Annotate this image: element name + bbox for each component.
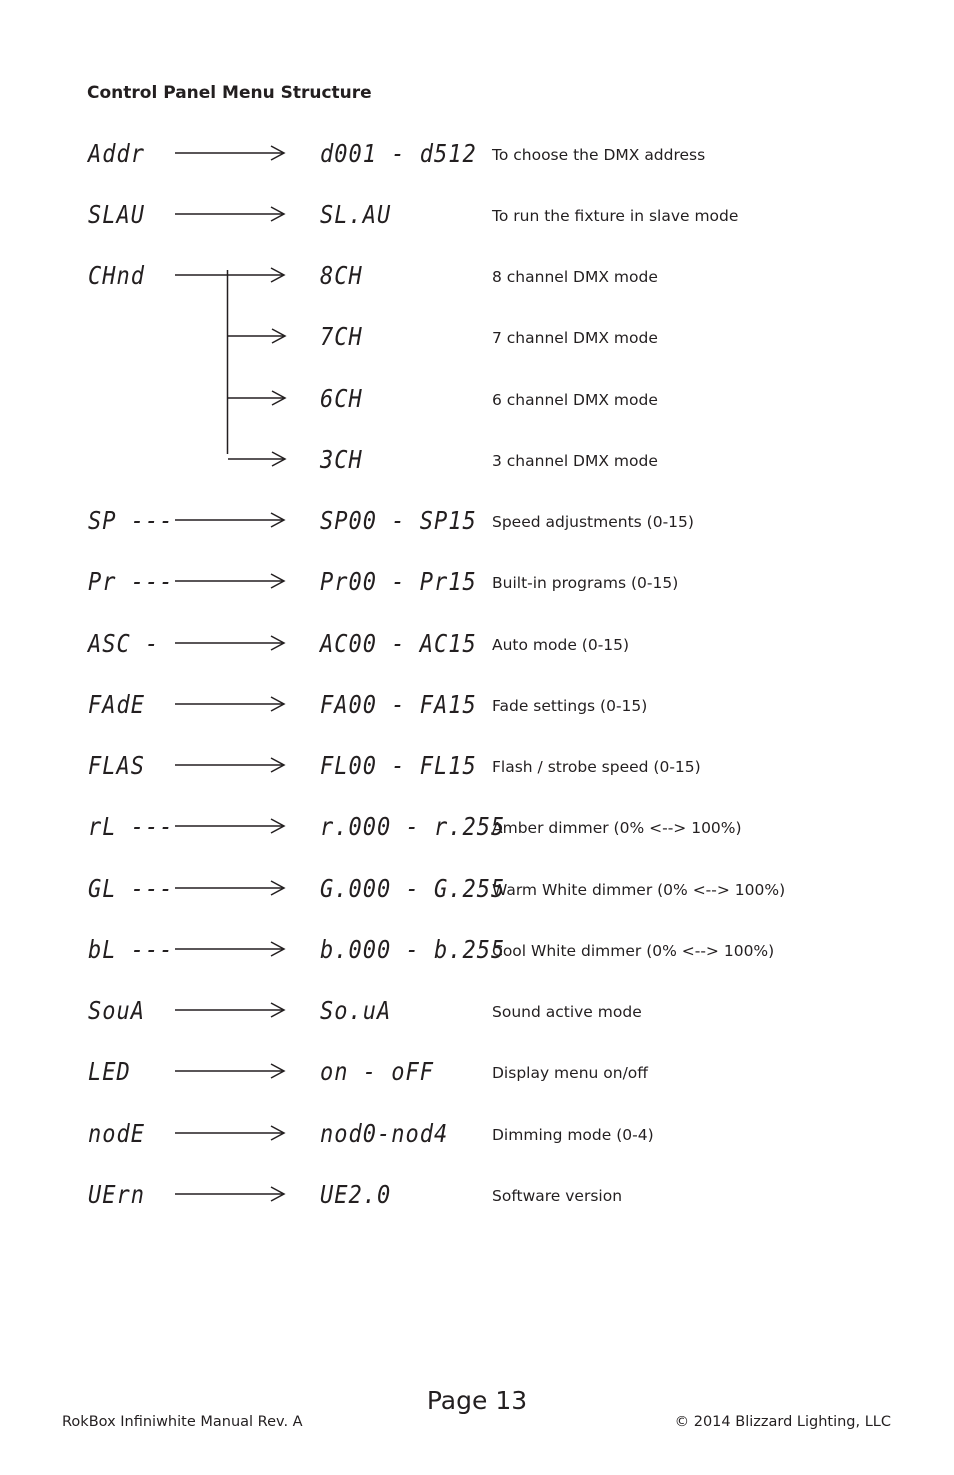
menu-description: To choose the DMX address bbox=[492, 146, 706, 164]
arrow-right-icon bbox=[175, 818, 287, 834]
menu-row-addr bbox=[0, 140, 954, 180]
menu-value: G.000 - G.255 bbox=[320, 875, 506, 904]
arrow-right-icon bbox=[175, 696, 287, 712]
arrow-right-icon bbox=[228, 390, 288, 406]
menu-row-soua bbox=[0, 997, 954, 1037]
menu-row-node bbox=[0, 1120, 954, 1160]
menu-value: So.uA bbox=[320, 997, 392, 1026]
menu-row-bl bbox=[0, 936, 954, 976]
menu-value: Pr00 - Pr15 bbox=[320, 568, 477, 597]
menu-row-6ch bbox=[0, 385, 954, 425]
menu-code: GL --- bbox=[88, 875, 174, 904]
menu-description: Amber dimmer (0% <--> 100%) bbox=[492, 819, 742, 837]
menu-row-chnd bbox=[0, 262, 954, 302]
menu-row-3ch bbox=[0, 446, 954, 486]
menu-code: CHnd bbox=[88, 262, 145, 291]
arrow-right-icon bbox=[228, 451, 288, 467]
menu-value: FA00 - FA15 bbox=[320, 691, 477, 720]
menu-description: 3 channel DMX mode bbox=[492, 452, 658, 470]
menu-code: nodE bbox=[88, 1120, 145, 1149]
menu-value: AC00 - AC15 bbox=[320, 630, 477, 659]
menu-code: rL --- bbox=[88, 813, 174, 842]
arrow-right-icon bbox=[175, 512, 287, 528]
section-title: Control Panel Menu Structure bbox=[87, 83, 372, 103]
menu-description: Speed adjustments (0-15) bbox=[492, 513, 694, 531]
arrow-right-icon bbox=[175, 145, 287, 161]
menu-value: UE2.0 bbox=[320, 1181, 392, 1210]
menu-code: FLAS bbox=[88, 752, 145, 781]
menu-row-7ch bbox=[0, 323, 954, 363]
arrow-right-icon bbox=[175, 206, 287, 222]
menu-description: 8 channel DMX mode bbox=[492, 268, 658, 286]
menu-description: 7 channel DMX mode bbox=[492, 329, 658, 347]
menu-code: Pr --- bbox=[88, 568, 174, 597]
arrow-right-icon bbox=[175, 1186, 287, 1202]
menu-value: 3CH bbox=[320, 446, 363, 475]
menu-description: Sound active mode bbox=[492, 1003, 642, 1021]
menu-code: SLAU bbox=[88, 201, 145, 230]
menu-row-gl bbox=[0, 875, 954, 915]
menu-code: bL --- bbox=[88, 936, 174, 965]
menu-value: nod0-nod4 bbox=[320, 1120, 449, 1149]
menu-description: 6 channel DMX mode bbox=[492, 391, 658, 409]
arrow-right-icon bbox=[175, 635, 287, 651]
arrow-right-icon bbox=[175, 880, 287, 896]
arrow-right-icon bbox=[175, 1063, 287, 1079]
footer-copyright: © 2014 Blizzard Lighting, LLC bbox=[674, 1414, 891, 1430]
footer-manual-title: RokBox Infiniwhite Manual Rev. A bbox=[62, 1414, 303, 1430]
menu-row-pr bbox=[0, 568, 954, 608]
arrow-right-icon bbox=[228, 328, 288, 344]
menu-value: SP00 - SP15 bbox=[320, 507, 477, 536]
menu-value: b.000 - b.255 bbox=[320, 936, 506, 965]
menu-description: Dimming mode (0-4) bbox=[492, 1126, 654, 1144]
arrow-right-icon bbox=[175, 267, 287, 283]
menu-value: 6CH bbox=[320, 385, 363, 414]
menu-code: ASC - bbox=[88, 630, 160, 659]
menu-code: SouA bbox=[88, 997, 145, 1026]
menu-description: Auto mode (0-15) bbox=[492, 636, 630, 654]
menu-row-slau bbox=[0, 201, 954, 241]
menu-row-uern bbox=[0, 1181, 954, 1221]
menu-description: Built-in programs (0-15) bbox=[492, 574, 679, 592]
menu-value: on - oFF bbox=[320, 1058, 434, 1087]
menu-code: SP --- bbox=[88, 507, 174, 536]
menu-description: Software version bbox=[492, 1187, 623, 1205]
page-number: Page 13 bbox=[426, 1386, 528, 1415]
menu-row-sp bbox=[0, 507, 954, 547]
menu-row-rl bbox=[0, 813, 954, 853]
menu-code: Addr bbox=[88, 140, 145, 169]
menu-description: Display menu on/off bbox=[492, 1064, 648, 1082]
menu-code: FAdE bbox=[88, 691, 145, 720]
menu-row-fade bbox=[0, 691, 954, 731]
menu-row-asc bbox=[0, 630, 954, 670]
menu-value: 7CH bbox=[320, 323, 363, 352]
arrow-right-icon bbox=[175, 1002, 287, 1018]
menu-description: Flash / strobe speed (0-15) bbox=[492, 758, 701, 776]
menu-row-led bbox=[0, 1058, 954, 1098]
menu-code: LED bbox=[88, 1058, 131, 1087]
menu-description: Cool White dimmer (0% <--> 100%) bbox=[492, 942, 775, 960]
menu-description: Fade settings (0-15) bbox=[492, 697, 648, 715]
arrow-right-icon bbox=[175, 573, 287, 589]
menu-description: To run the fixture in slave mode bbox=[492, 207, 739, 225]
menu-value: d001 - d512 bbox=[320, 140, 477, 169]
arrow-right-icon bbox=[175, 1125, 287, 1141]
arrow-right-icon bbox=[175, 941, 287, 957]
menu-description: Warm White dimmer (0% <--> 100%) bbox=[492, 881, 786, 899]
menu-value: 8CH bbox=[320, 262, 363, 291]
arrow-right-icon bbox=[175, 757, 287, 773]
menu-value: r.000 - r.255 bbox=[320, 813, 506, 842]
menu-value: FL00 - FL15 bbox=[320, 752, 477, 781]
menu-code: UErn bbox=[88, 1181, 145, 1210]
menu-value: SL.AU bbox=[320, 201, 392, 230]
menu-row-flas bbox=[0, 752, 954, 792]
